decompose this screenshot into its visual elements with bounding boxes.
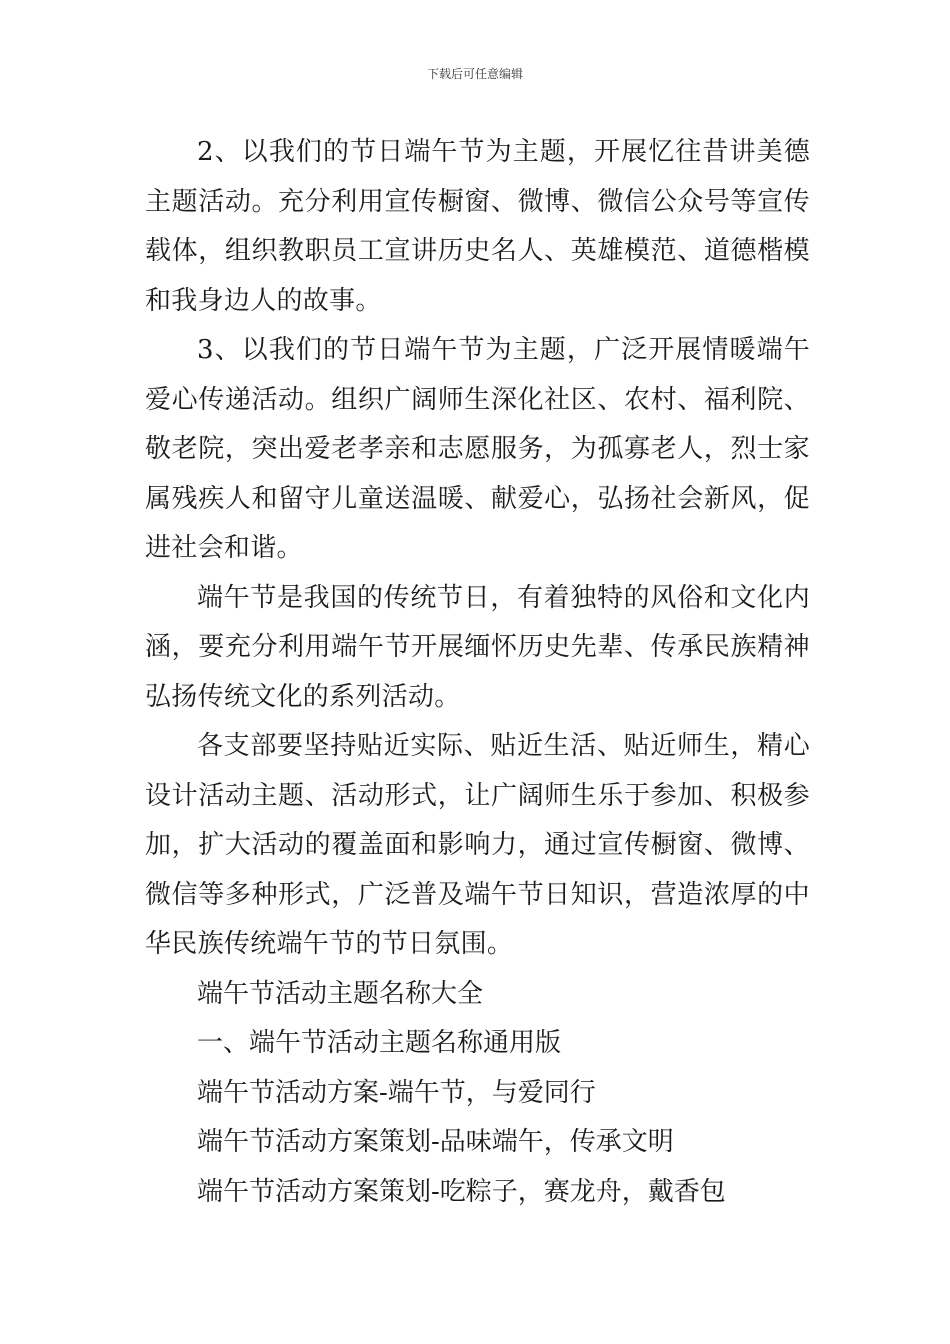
paragraph-item-2: 2、以我们的节日端午节为主题，开展忆往昔讲美德主题活动。充分利用宣传橱窗、微博、微信公众号等宣传载体，组织教职员工宣讲历史名人、英雄模范、道德楷模和我身边人的故事。 [145, 137, 810, 316]
paragraph-item-3: 3、以我们的节日端午节为主题，广泛开展情暖端午爱心传递活动。组织广阔师生深化社区、农村、福利院、敬老院，突出爱老孝亲和志愿服务，为孤寡老人，烈士家属残疾人和留守儿童送温暖、献爱心，弘扬社会新风，促进社会和谐。 [145, 335, 810, 563]
document-body [145, 128, 810, 1217]
paragraph-dragon-boat-intro: 端午节是我国的传统节日，有着独特的风俗和文化内涵，要充分利用端午节开展缅怀历史先辈、传承民族精神弘扬传统文化的系列活动。 [145, 582, 810, 712]
list-item: 端午节活动方案策划-品味端午，传承文明 [197, 1127, 674, 1157]
section-title: 端午节活动主题名称大全 [197, 978, 484, 1009]
subsection-heading: 一、端午节活动主题名称通用版 [197, 1028, 562, 1058]
paragraph-branch-requirements: 各支部要坚持贴近实际、贴近生活、贴近师生，精心设计活动主题、活动形式，让广阔师生乐于参加、积极参加，扩大活动的覆盖面和影响力，通过宣传橱窗、微博、微信等多种形式，广泛普及端午节日知识，营造浓厚的中华民族传统端午节的节日氛围。 [145, 731, 810, 959]
list-item: 端午节活动方案策划-吃粽子，赛龙舟，戴香包 [197, 1176, 726, 1207]
page-header: 下载后可任意编辑 [426, 67, 523, 81]
list-item: 端午节活动方案-端午节，与爱同行 [197, 1077, 596, 1108]
